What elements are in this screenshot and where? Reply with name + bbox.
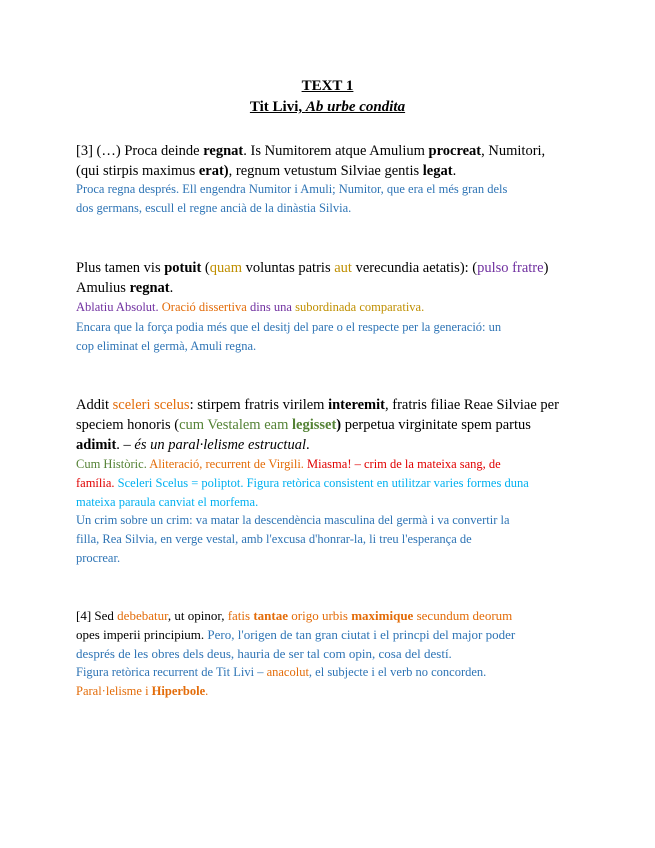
document-subtitle: Tit Livi, Ab urbe condita (249, 99, 406, 115)
note-line: família. Sceleri Scelus = poliptot. Figura retòrica consistent en utilitzar varies formes duna (76, 476, 529, 490)
translation-line: filla, Rea Silvia, en verge vestal, amb l'excusa d'honrar-la, li treu l'esperança de (76, 532, 472, 546)
translation-1 (76, 180, 579, 218)
latin-line: Addit sceleri scelus: stirpem fratris virilem interemit, fratris filiae Reae Silviae per (76, 397, 559, 413)
grammar-note-4 (76, 663, 579, 701)
latin-line: opes imperii principium. Pero, l'origen de tan gran ciutat i el princpi del major poder (76, 627, 516, 642)
latin-line: adimit. – és un paral·lelisme estructual. (76, 437, 310, 453)
grammar-note-2: Ablatiu Absolut. Oració dissertiva dins una subordinada comparativa. (76, 300, 425, 314)
translation-line: dos germans, escull el regne ancià de la dinàstia Silvia. (76, 201, 352, 215)
translation-line: Encara que la força podia més que el desitj del pare o el respecte per la generació: un (76, 320, 502, 334)
latin-line: speciem honoris (cum Vestalem eam legisset) perpetua virginitate spem partus (76, 417, 531, 433)
latin-text-3 (76, 395, 579, 455)
translation-line: procrear. (76, 551, 121, 565)
latin-text-1 (76, 141, 579, 181)
translation-3 (76, 511, 579, 568)
latin-line: [4] Sed debebatur, ut opinor, fatis tantae origo urbis maximique secundum deorum (76, 608, 513, 623)
note-line: mateixa paraula canviat el morfema. (76, 495, 259, 509)
document-title: TEXT 1 (301, 78, 354, 94)
translation-line: Proca regna després. Ell engendra Numitor i Amuli; Numitor, que era el més gran dels (76, 182, 508, 196)
latin-text-2 (76, 258, 579, 298)
translation-line: Un crim sobre un crim: va matar la descendència masculina del germà i va convertir la (76, 513, 510, 527)
translation-2 (76, 318, 579, 356)
latin-line: [3] (…) Proca deinde regnat. Is Numitorem atque Amulium procreat, Numitori, (76, 143, 546, 159)
grammar-note-3 (76, 455, 579, 512)
note-line: Figura retòrica recurrent de Tit Livi – anacolut, el subjecte i el verb no concorden. (76, 665, 487, 679)
note-line: Cum Històric. Aliteració, recurrent de Virgili. Miasma! – crim de la mateixa sang, de (76, 457, 501, 471)
note-line: Paral·lelisme i Hiperbole. (76, 684, 209, 698)
translation-line: després de les obres dels deus, hauria de ser tal com opin, cosa del destí. (76, 646, 452, 661)
latin-text-4 (76, 606, 579, 663)
latin-line: (qui stirpis maximus erat), regnum vetustum Silviae gentis legat. (76, 163, 457, 179)
translation-line: cop eliminat el germà, Amuli regna. (76, 339, 257, 353)
latin-line: Amulius regnat. (76, 280, 174, 296)
latin-line: Plus tamen vis potuit (quam voluntas patris aut verecundia aetatis): (pulso fratre) (76, 260, 549, 276)
